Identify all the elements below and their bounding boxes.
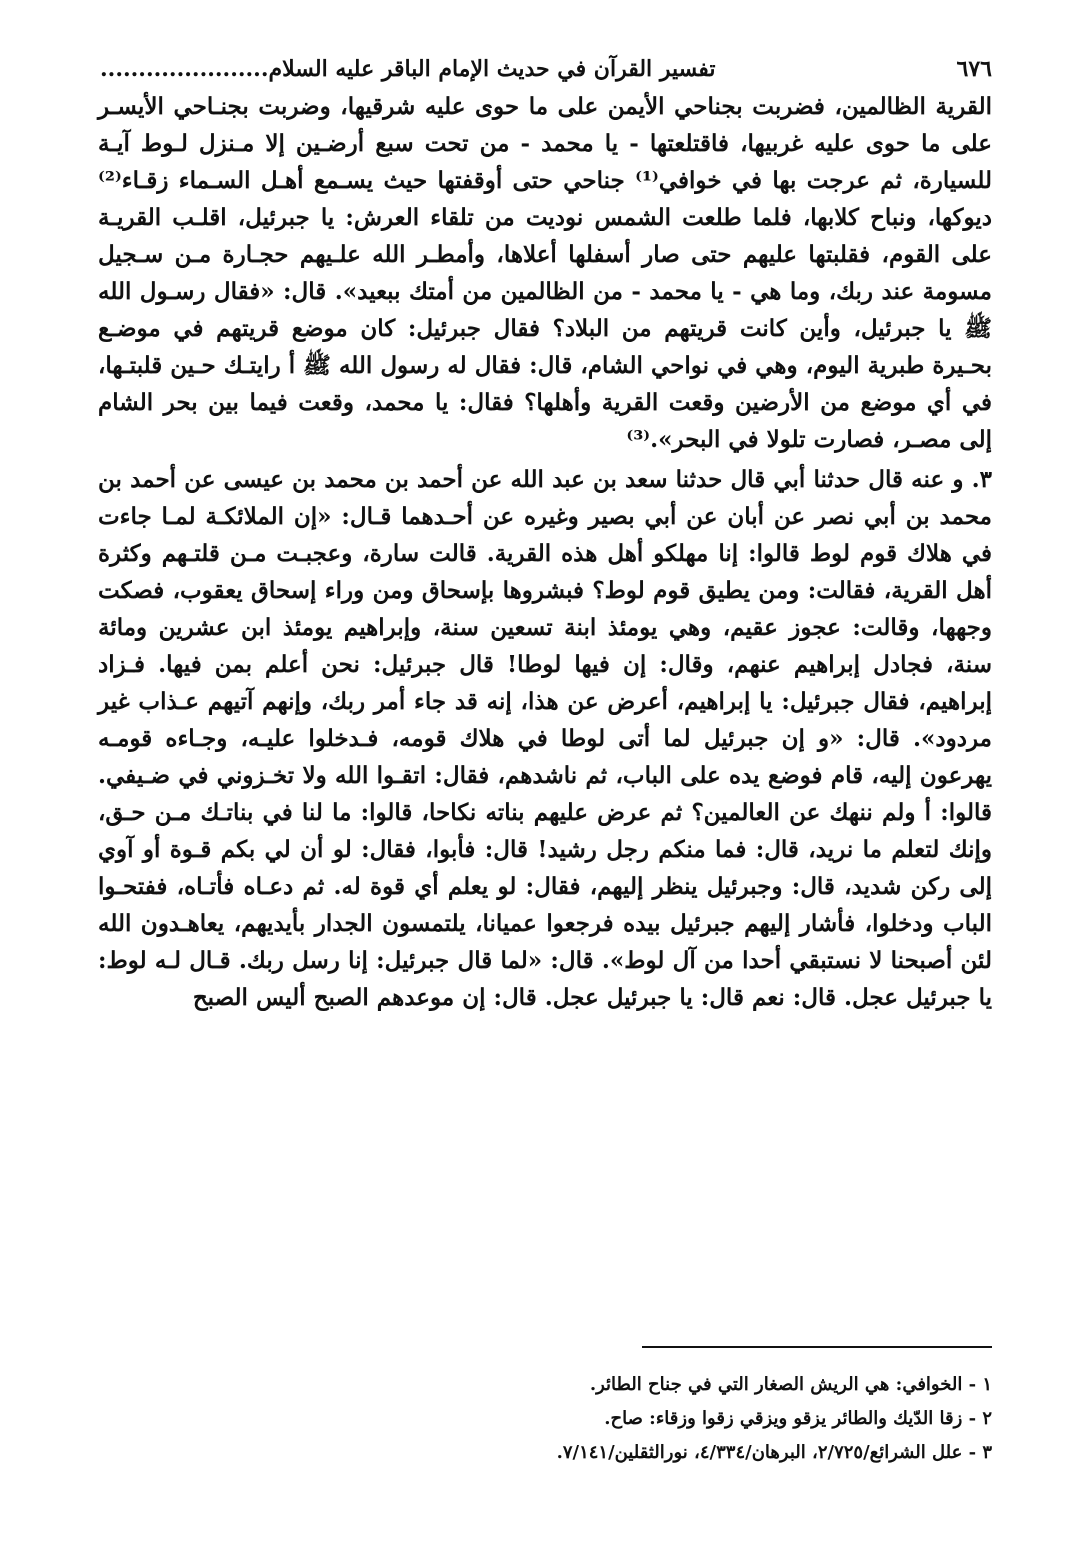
footnotes bbox=[98, 1368, 992, 1470]
page-number: ٦٧٦ bbox=[956, 56, 992, 82]
running-title bbox=[100, 52, 715, 86]
header-dots: ...................... bbox=[100, 56, 269, 82]
body-text bbox=[98, 88, 992, 1016]
footnote-divider bbox=[642, 1346, 992, 1348]
header-title: تفسير القرآن في حديث الإمام الباقر عليه السلام bbox=[268, 56, 716, 82]
running-header bbox=[100, 52, 992, 86]
paragraph-2: ٣. و عنه قال حدثنا أبي قال حدثنا سعد بن عبد الله عن أحمد بن محمد بن عيسى عن أحمد بن محمد بن أبي نصر عن أبان عن أبي بصير وغيره عن أحـدهما قـال: «إن الملائكـة لمـا جاءت في هلاك قوم لوط قالوا: إنا مهلكو أهل هذه القرية. قالت سارة، وعجبـت مـن قلتـهم وكثرة أهل القرية، فقالت: ومن يطيق قوم لوط؟ فبشروها بإسحاق ومن وراء إسحاق يعقوب، فصكت وجهها، وقالت: عجوز عقيم، وهي يومئذ ابنة تسعين سنة، وإبراهيم يومئذ ابن عشرين ومائة سنة، فجادل إبراهيم عنهم، وقال: إن فيها لوطا! قال جبرئيل: نحن أعلم بمن فيها. فـزاد إبراهيم، فقال جبرئيل: يا إبراهيم، أعرض عن هذا، إنه قد جاء أمر ربك، وإنهم آتيهم عـذاب غير مردود». قال: «و إن جبرئيل لما أتى لوطا في هلاك قومه، فـدخلوا عليـه، وجـاءه قومـه يهرعون إليه، قام فوضع يده على الباب، ثم ناشدهم، فقال: اتقـوا الله ولا تخـزوني في ضـيفي. قالوا: أ ولم ننهك عن العالمين؟ ثم عرض عليهم بناته نكاحا، قالوا: ما لنا في بناتـك مـن حـق، وإنك لتعلم ما نريد، قال: فما منكم رجل رشيد! قال: فأبوا، فقال: لو أن لي بكم قـوة أو آوي إلى ركن شديد، قال: وجبرئيل ينظر إليهم، فقال: لو يعلم أي قوة له. ثم دعـاه فأتـاه، ففتحـوا الباب ودخلوا، فأشار إليهم جبرئيل بيده فرجعوا عميانا، يلتمسون الجدار بأيديهم، يعاهـدون الله لئن أصبحنا لا نستبقي أحدا من آل لوط». قال: «لما قال جبرئيل: إنا رسل ربك. قـال لـه لوط: يا جبرئيل عجل. قال: نعم قال: يا جبرئيل عجل. قال: إن موعدهم الصبح أليس الصبح bbox=[98, 466, 993, 1011]
footnote-1: ١ - الخوافي: هي الريش الصغار التي في جناح الطائر. bbox=[589, 1374, 992, 1395]
footnote-3: ٣ - علل الشرائع/٢/٧٢٥، البرهان/٤/٣٣٤، نورالثقلين/٧/١٤١. bbox=[556, 1442, 992, 1463]
footnote-2: ٢ - زقا الدّيك والطائر يزقو ويزقي زقوا وزقاء: صاح. bbox=[604, 1408, 992, 1429]
paragraph-1: القرية الظالمين، فضربت بجناحي الأيمن على ما حوى عليه شرقيها، وضربت بجنـاحي الأيسـر على ما حوى عليه غربيها، فاقتلعتها - يا محمد - من تحت سبع أرضـين إلا مـنزل لـوط آيـة للسيارة، ثم عرجت بها في خوافي⁽¹⁾ جناحي حتى أوقفتها حيث يسـمع أهـل السـماء زقـاء⁽²⁾ ديوكها، ونباح كلابها، فلما طلعت الشمس نوديت من تلقاء العرش: يا جبرئيل، اقلـب القريـة على القوم، فقلبتها عليهم حتى صار أسفلها أعلاها، وأمطـر الله علـيهم حجـارة مـن سـجيل مسومة عند ربك، وما هي - يا محمد - من الظالمين من أمتك ببعيد». قال: «فقال رسـول الله ﷺ يا جبرئيل، وأين كانت قريتهم من البلاد؟ فقال جبرئيل: كان موضع قريتهم في موضـع بحـيرة طبرية اليوم، وهي في نواحي الشام، قال: فقال له رسول الله ﷺ أ رايتـك حـين قلبتـها، في أي موضع من الأرضين وقعت القرية وأهلها؟ فقال: يا محمد، وقعت فيما بين بحر الشام إلى مصـر، فصارت تلولا في البحر».⁽³⁾ bbox=[98, 93, 992, 453]
